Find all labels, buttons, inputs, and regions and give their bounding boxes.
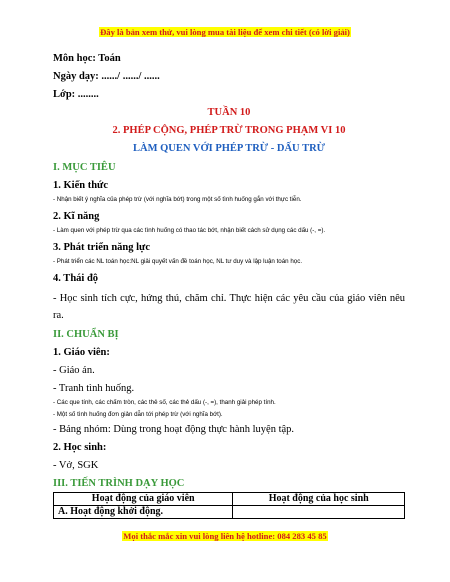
teacher-item-pictures: - Tranh tình huống. — [53, 383, 135, 394]
teacher-item-materials: - Các que tính, các chấm tròn, các thẻ số, các thẻ dấu (-, =), thanh giải phép tính. — [53, 399, 276, 406]
teacher-activity-cell: A. Hoạt động khởi động. — [54, 506, 233, 519]
skills-heading: 2. Kĩ năng — [53, 211, 100, 222]
date-line: Ngày dạy: ....../ ....../ ...... — [53, 71, 160, 82]
table-row — [54, 506, 405, 519]
knowledge-text: - Nhận biết ý nghĩa của phép trừ (với nghĩa bớt) trong một số tình huống gắn với thực tiễn. — [53, 196, 302, 203]
knowledge-heading: 1. Kiến thức — [53, 180, 109, 191]
lesson-title: 2. PHÉP CỘNG, PHÉP TRỪ TRONG PHẠM VI 10 — [112, 125, 346, 136]
subject-line: Môn học: Toán — [53, 53, 121, 64]
week-heading: TUẦN 10 — [207, 107, 251, 118]
lesson-subtitle: LÀM QUEN VỚI PHÉP TRỪ - DẤU TRỪ — [132, 143, 326, 154]
skills-text: - Làm quen với phép trừ qua các tình huống có thao tác bớt, nhận biết cách sử dụng các dấu (-, =). — [53, 227, 326, 234]
teacher-item-situations: - Một số tình huống đơn giản dẫn tới phép trừ (với nghĩa bớt). — [53, 411, 223, 418]
student-item-books: - Vở, SGK — [53, 460, 99, 471]
attitude-text: - Học sinh tích cực, hứng thú, chăm chỉ. Thực hiện các yêu cầu của giáo viên nêu ra. — [53, 293, 405, 321]
preview-banner-text: Đây là bản xem thử, vui lòng mua tài liệu để xem chi tiết (có lời giải) — [100, 27, 350, 37]
teacher-item-lesson-plan: - Giáo án. — [53, 365, 95, 376]
class-line: Lớp: ........ — [53, 89, 99, 100]
teacher-heading: 1. Giáo viên: — [53, 347, 110, 358]
section-preparation-title: II. CHUẨN BỊ — [53, 329, 119, 340]
activity-table — [53, 492, 405, 519]
student-activity-header: Hoạt động của học sinh — [233, 493, 405, 506]
section-procedure-title: III. TIẾN TRÌNH DẠY HỌC — [53, 478, 185, 489]
section-objectives-title: I. MỤC TIÊU — [53, 162, 116, 173]
hotline-banner-text: Mọi thắc mắc xin vui lòng liên hệ hotline: 084 283 45 85 — [123, 531, 327, 541]
student-heading: 2. Học sinh: — [53, 442, 107, 453]
table-header-row — [54, 493, 405, 506]
competency-heading: 3. Phát triển năng lực — [53, 242, 151, 253]
preview-banner — [0, 27, 450, 37]
lesson-content — [53, 52, 405, 519]
hotline-banner — [0, 531, 450, 541]
attitude-heading: 4. Thái độ — [53, 273, 99, 284]
teacher-activity-header: Hoạt động của giáo viên — [54, 493, 233, 506]
student-activity-cell — [233, 506, 405, 519]
competency-text: - Phát triển các NL toán học:NL giải quyết vấn đề toán học, NL tư duy và lập luận toán học. — [53, 258, 303, 265]
teacher-item-group-board: - Bảng nhóm: Dùng trong hoạt động thực hành luyện tập. — [53, 424, 295, 435]
